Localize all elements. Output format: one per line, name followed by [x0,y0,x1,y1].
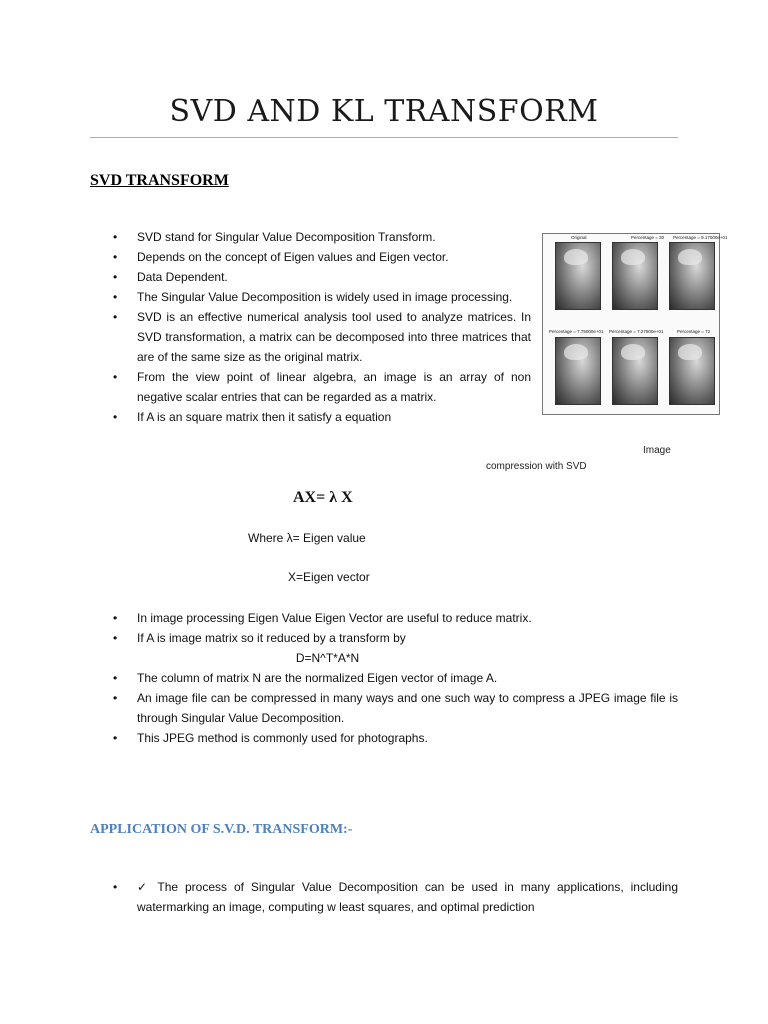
list-item [113,608,678,628]
list-item-text: This JPEG method is commonly used for photographs. [137,731,428,745]
lena-image-compressed [612,242,658,310]
list-item [113,877,678,917]
list-item-text: From the view point of linear algebra, an image is an array of non negative scalar entries that can be regarded as a matrix. [137,370,531,404]
bullet-icon: • [113,310,118,324]
panel-title: Percentage = 9.17000e+01 [673,235,728,240]
bullet-icon: • [113,230,118,244]
list-item-text: An image file can be compressed in many ways and one such way to compress a JPEG image file is through Singular Value Decomposition. [137,691,678,725]
bullet-icon: • [113,270,118,284]
bullet-icon: • [113,671,118,685]
list-item-text: If A is an square matrix then it satisfy a equation [137,410,392,424]
bullet-icon: • [113,410,118,424]
panel-title: Percentage = 30 [631,235,665,240]
list-item [113,407,531,427]
figure-caption-line2: compression with SVD [486,461,587,472]
page-title: SVD AND KL TRANSFORM [169,94,599,129]
transform-formula: D=N^T*A*N [295,651,360,665]
panel-title: Percentage = 72 [677,329,711,334]
list-item-text: The column of matrix N are the normalized Eigen vector of image A. [137,671,498,685]
panel-title: Percentage = 7.27500e+01 [609,329,664,334]
eigen-bullet-list [113,608,678,748]
bullet-icon: • [113,250,118,264]
application-bullet-list [113,877,678,917]
title-underline [90,137,678,138]
list-item [113,367,531,407]
list-item [113,668,678,688]
list-item [113,728,678,748]
list-item-text: ✓ The process of Singular Value Decomposition can be used in many applications, including watermarking an image, computing w least squares, and optimal prediction [137,880,678,914]
bullet-icon: • [113,691,118,705]
list-item-text: SVD stand for Singular Value Decomposition Transform. [137,230,436,244]
panel-title: Original [571,235,587,240]
figure-caption-line1: Image [643,445,671,456]
bullet-icon: • [113,290,118,304]
list-item [113,628,678,668]
list-item-text: In image processing Eigen Value Eigen Vector are useful to reduce matrix. [137,611,532,625]
list-item [113,287,531,307]
lena-image-compressed [669,242,715,310]
eigen-equation: AX= λ X [293,489,353,506]
list-item-text: Depends on the concept of Eigen values and Eigen vector. [137,250,449,264]
panel-title: Percentage = 7.75000e+01 [549,329,604,334]
svd-bullet-list [113,227,531,427]
bullet-icon: • [113,731,118,745]
lena-image-compressed [612,337,658,405]
bullet-icon: • [113,370,118,384]
lena-image-compressed [669,337,715,405]
list-item [113,267,531,287]
list-item [113,227,531,247]
bullet-icon: • [113,880,118,894]
list-item [113,307,531,367]
list-item-text: If A is image matrix so it reduced by a transform by [137,631,406,645]
eigen-value-definition: Where λ= Eigen value [248,531,366,545]
section-heading-application: APPLICATION OF S.V.D. TRANSFORM:- [90,822,353,837]
lena-image-original [555,242,601,310]
bullet-icon: • [113,631,118,645]
list-item [113,247,531,267]
lena-image-compressed [555,337,601,405]
list-item-text: The Singular Value Decomposition is widely used in image processing. [137,290,513,304]
svd-compression-figure [542,233,728,415]
list-item-text: SVD is an effective numerical analysis tool used to analyze matrices. In SVD transformation, a matrix can be decomposed into three matrices that are of the same size as the original matrix. [137,310,531,364]
list-item-text: Data Dependent. [137,270,228,284]
section-heading-svd-transform: SVD TRANSFORM [90,172,229,189]
bullet-icon: • [113,611,118,625]
eigen-vector-definition: X=Eigen vector [288,570,370,584]
list-item [113,688,678,728]
